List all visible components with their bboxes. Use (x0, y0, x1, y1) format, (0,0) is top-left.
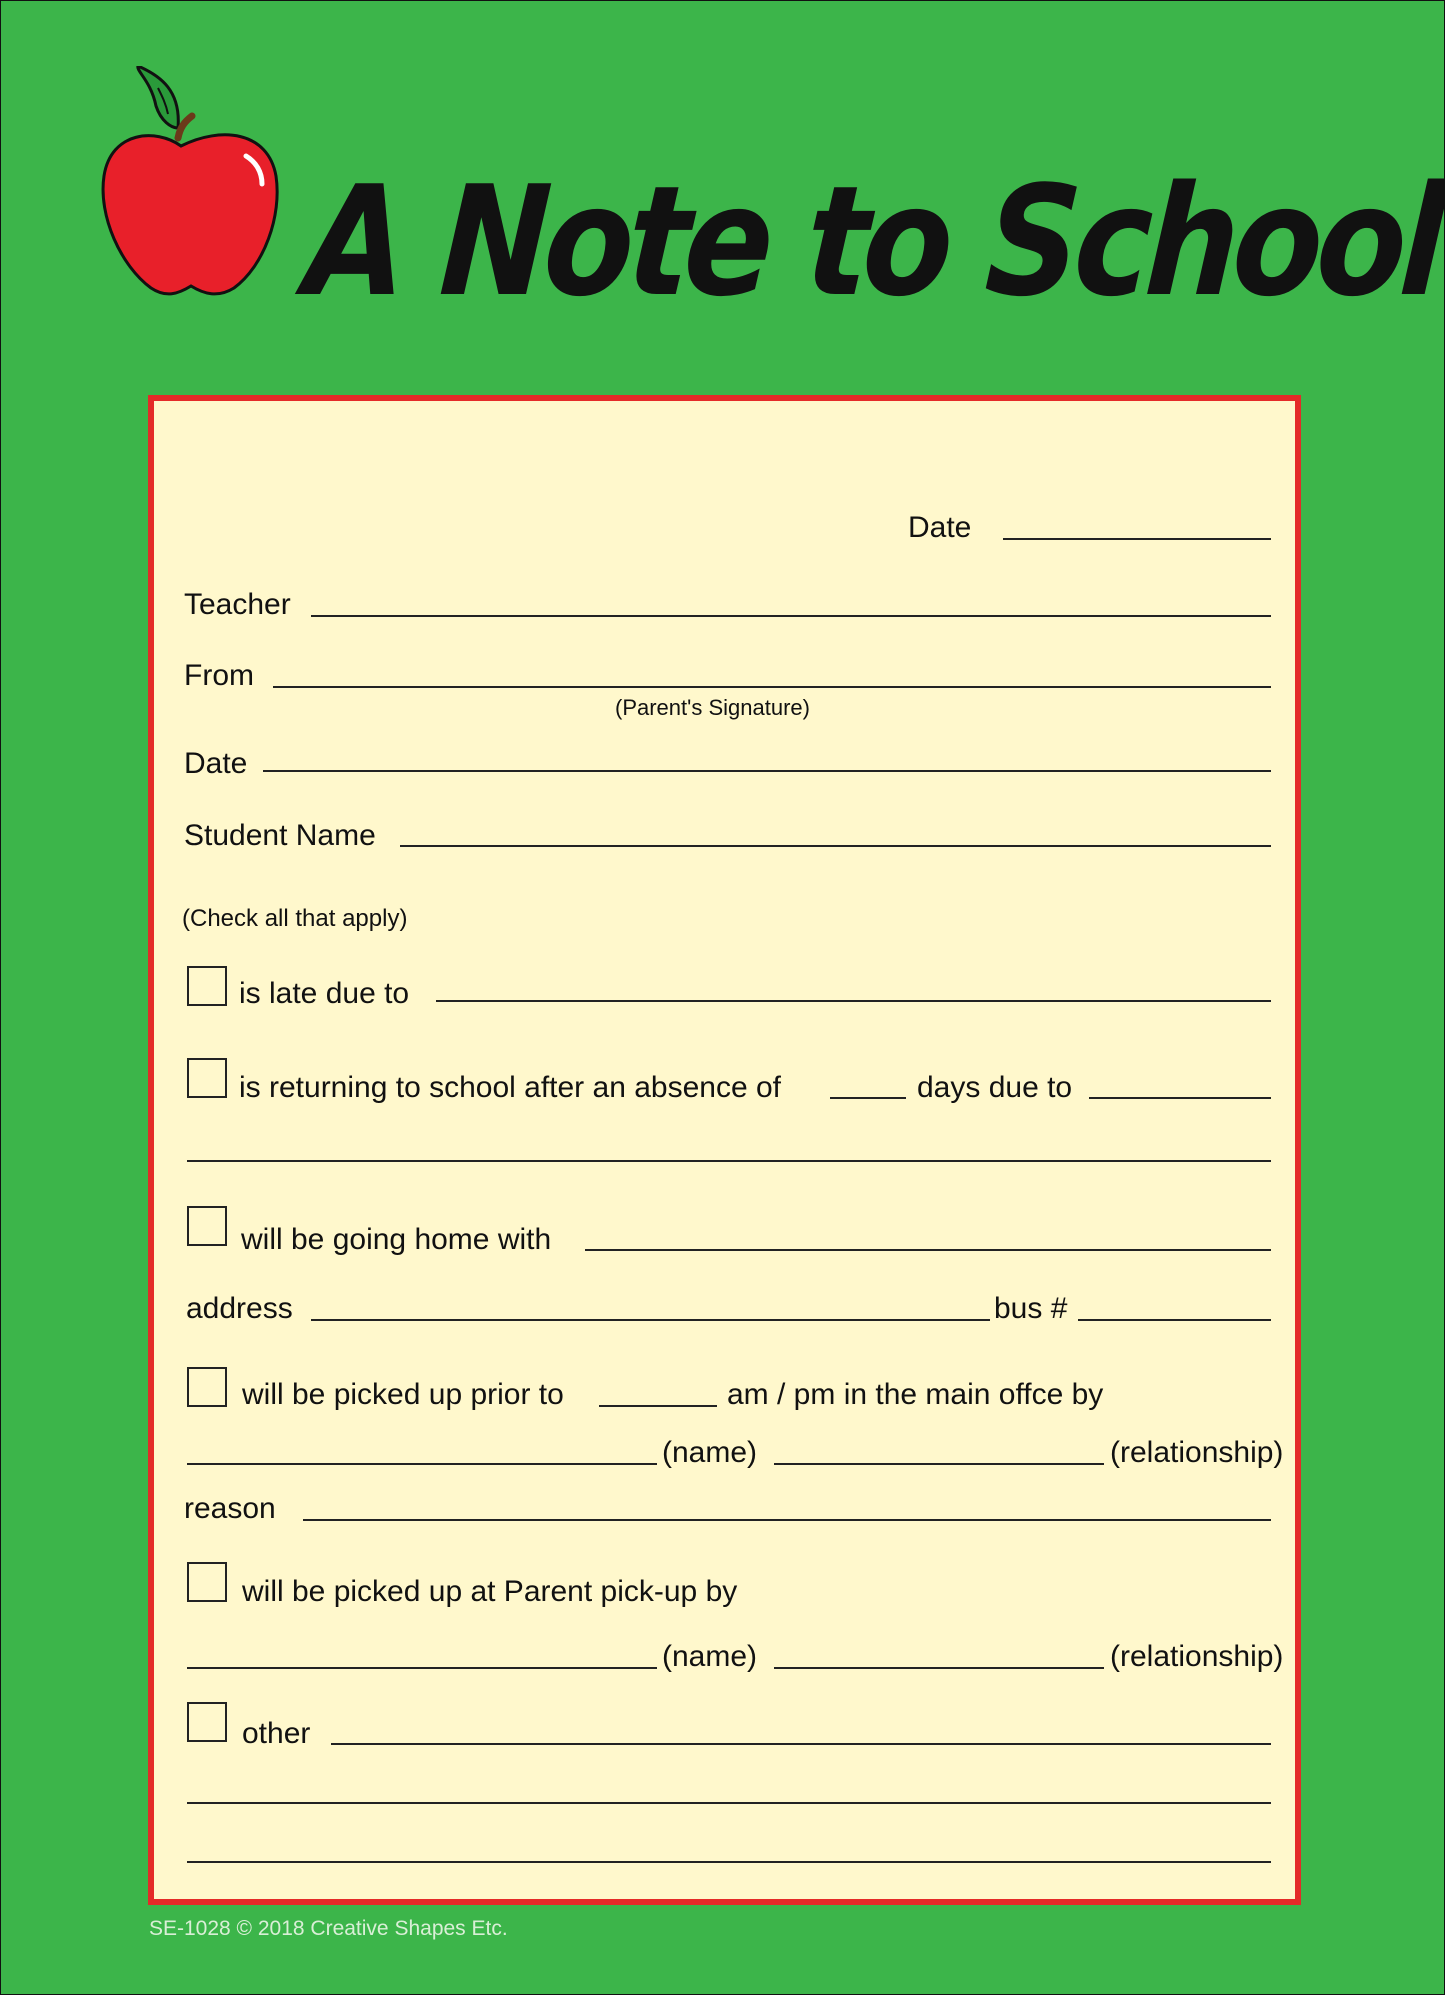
student-name-line[interactable] (400, 845, 1271, 847)
am-pm-label: am / pm in the main offce by (727, 1378, 1104, 1411)
address-line[interactable] (311, 1319, 990, 1321)
returning-checkbox[interactable] (187, 1058, 227, 1098)
teacher-line[interactable] (311, 615, 1271, 617)
bus-label: bus # (994, 1292, 1068, 1325)
days-due-to-line[interactable] (1089, 1097, 1271, 1099)
other-line-2[interactable] (187, 1802, 1271, 1804)
date-label: Date (184, 747, 248, 780)
apple-icon (96, 66, 286, 306)
parent-pickup-relationship-line[interactable] (774, 1667, 1104, 1669)
pickup-name-line[interactable] (187, 1463, 657, 1465)
late-label: is late due to (239, 977, 410, 1010)
reason-label: reason (184, 1492, 276, 1525)
absence-days-line[interactable] (830, 1097, 906, 1099)
other-checkbox[interactable] (187, 1702, 227, 1742)
other-line[interactable] (331, 1743, 1271, 1745)
date-line[interactable] (263, 770, 1271, 772)
picked-up-prior-checkbox[interactable] (187, 1367, 227, 1407)
student-name-label: Student Name (184, 819, 376, 852)
pickup-relationship-line[interactable] (774, 1463, 1104, 1465)
from-label: From (184, 659, 254, 692)
other-label: other (242, 1717, 311, 1750)
page-title: A Note to School (301, 153, 1445, 330)
parent-pickup-label: will be picked up at Parent pick-up by (242, 1575, 738, 1608)
name-caption-2: (name) (662, 1640, 758, 1673)
parent-pickup-name-line[interactable] (187, 1667, 657, 1669)
returning-label: is returning to school after an absence of (239, 1071, 781, 1104)
footer-copyright: SE-1028 © 2018 Creative Shapes Etc. (149, 1917, 508, 1940)
late-checkbox[interactable] (187, 966, 227, 1006)
picked-up-prior-label: will be picked up prior to (242, 1378, 564, 1411)
relationship-caption-1: (relationship) (1110, 1436, 1284, 1469)
going-home-checkbox[interactable] (187, 1206, 227, 1246)
late-line[interactable] (436, 1000, 1271, 1002)
pickup-time-line[interactable] (599, 1405, 717, 1407)
name-caption-1: (name) (662, 1436, 758, 1469)
other-line-3[interactable] (187, 1861, 1271, 1863)
relationship-caption-2: (relationship) (1110, 1640, 1284, 1673)
date-top-label: Date (908, 511, 972, 544)
reason-line[interactable] (303, 1519, 1271, 1521)
bus-line[interactable] (1078, 1319, 1271, 1321)
check-all-instruction: (Check all that apply) (182, 905, 408, 932)
going-home-line[interactable] (585, 1249, 1271, 1251)
form-card (148, 395, 1301, 1905)
returning-line-2[interactable] (187, 1160, 1271, 1162)
days-due-to-label: days due to (917, 1071, 1073, 1104)
going-home-label: will be going home with (241, 1223, 552, 1256)
parent-pickup-checkbox[interactable] (187, 1562, 227, 1602)
address-label: address (186, 1292, 293, 1325)
parent-signature-caption: (Parent's Signature) (615, 695, 810, 720)
date-top-line[interactable] (1003, 538, 1271, 540)
from-line[interactable] (273, 686, 1271, 688)
teacher-label: Teacher (184, 588, 291, 621)
